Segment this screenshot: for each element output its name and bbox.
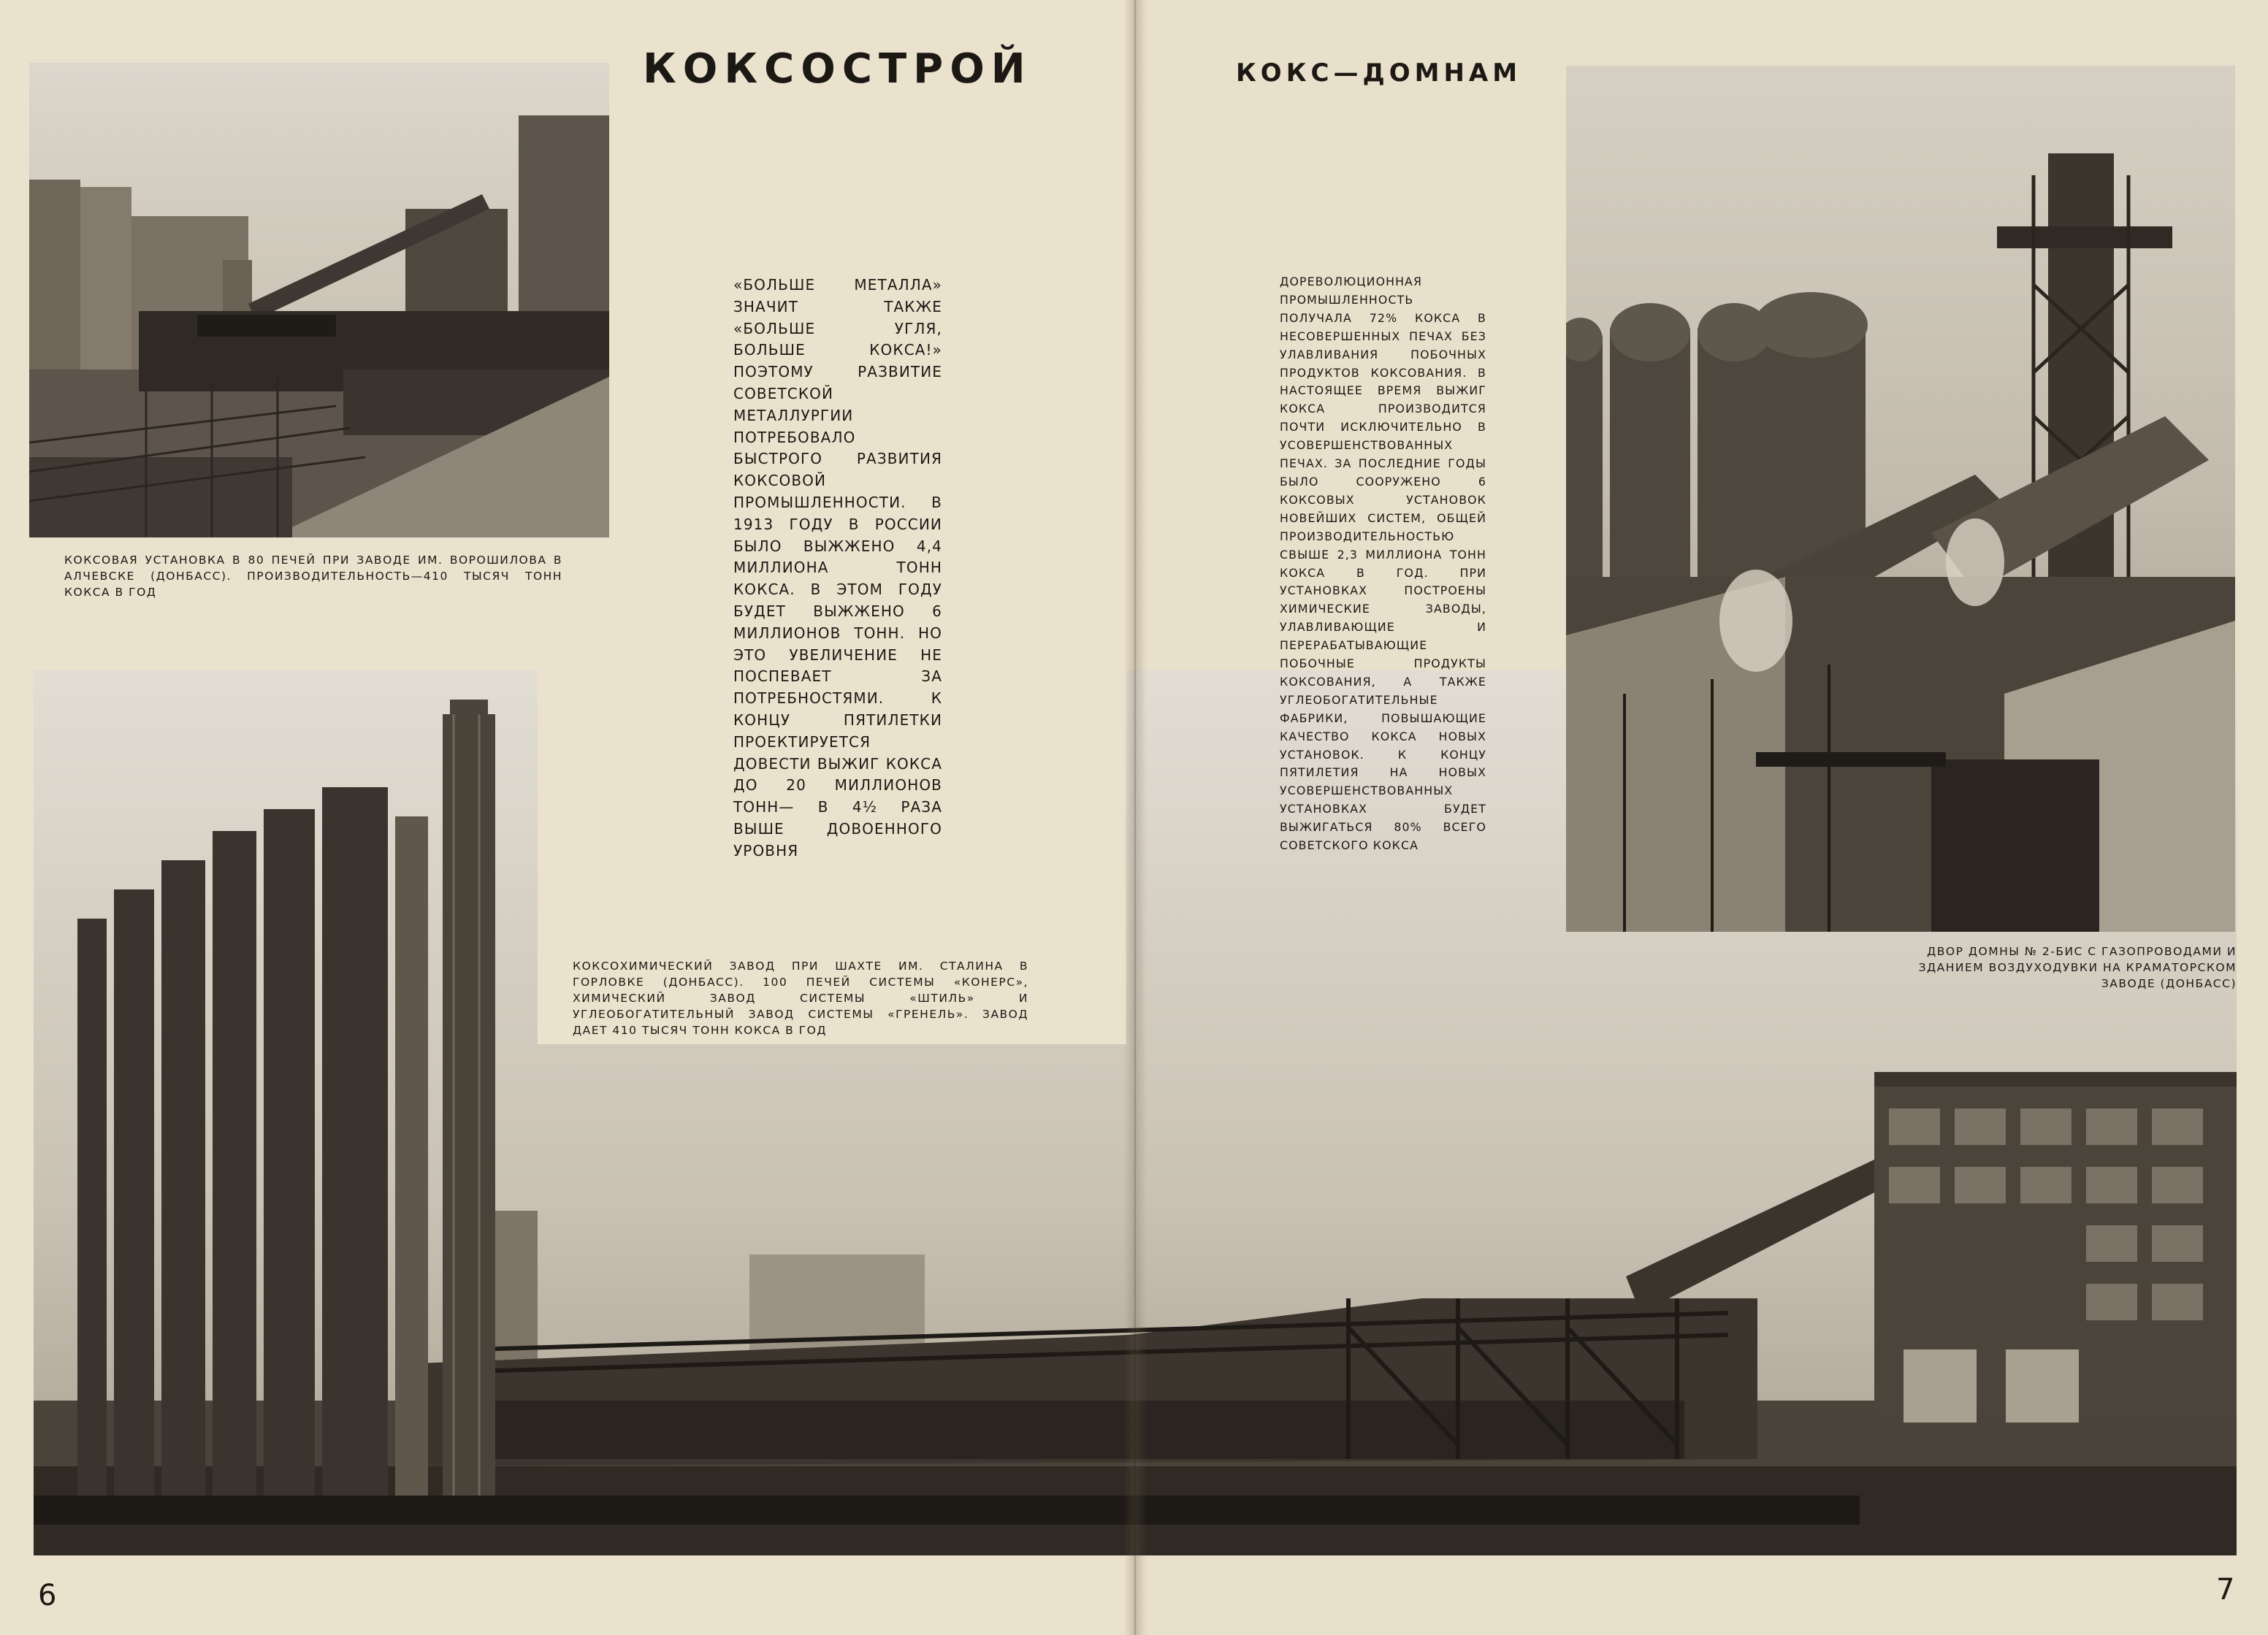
article-column-left: «БОЛЬШЕ МЕТАЛЛА» ЗНАЧИТ ТАКЖЕ «БОЛЬШЕ УГЛЯ, БОЛЬШЕ КОКСА!» ПОЭТОМУ РАЗВИТИЕ СОВЕТСКОЙ МЕТАЛЛУРГИИ ПОТРЕБОВАЛО БЫСТРОГО РАЗВИТИЯ КОКСОВОЙ ПРОМЫШЛЕННОСТИ. В 1913 ГОДУ В РОССИИ БЫЛО ВЫЖЖЕНО 4,4 МИЛЛИОНА ТОНН КОКСА. В ЭТОМ ГОДУ БУДЕТ ВЫЖЖЕНО 6 МИЛЛИОНОВ ТОНН. НО ЭТО УВЕЛИЧЕНИЕ НЕ ПОСПЕВАЕТ ЗА ПОТРЕБНОСТЯМИ. К КОНЦУ ПЯТИЛЕТКИ ПРОЕКТИРУЕТСЯ ДОВЕСТИ ВЫЖИГ КОКСА ДО 20 МИЛЛИОНОВ ТОНН— В 4½ РАЗА ВЫШЕ ДОВОЕННОГО УРОВНЯ [733, 276, 942, 859]
page-title-koks-domnam: КОКС—ДОМНАМ [1236, 58, 1522, 88]
page-number-left: 6 [38, 1579, 57, 1612]
page-number-right: 7 [2216, 1573, 2235, 1607]
caption-blast-furnace: ДВОР ДОМНЫ № 2-БИС С ГАЗОПРОВОДАМИ И ЗДАНИЕМ ВОЗДУХОДУВКИ НА КРАМАТОРСКОМ ЗАВОДЕ (ДОНБАСС) [1918, 945, 2237, 990]
coke-plant-photo [29, 63, 609, 537]
caption-coke-plant: КОКСОВАЯ УСТАНОВКА В 80 ПЕЧЕЙ ПРИ ЗАВОДЕ ИМ. ВОРОШИЛОВА В АЛЧЕВСКЕ (ДОНБАСС). ПРОИЗВОДИТЕЛЬНОСТЬ—410 ТЫСЯЧ ТОНН КОКСА В ГОД [64, 554, 562, 599]
blast-furnace-photo [1566, 66, 2235, 932]
caption-coke-chemical-plant: КОКСОХИМИЧЕСКИЙ ЗАВОД ПРИ ШАХТЕ ИМ. СТАЛИНА В ГОРЛОВКЕ (ДОНБАСС). 100 ПЕЧЕЙ СИСТЕМЫ «КОНЕРС», ХИМИЧЕСКИЙ ЗАВОД СИСТЕМЫ «ШТИЛЬ» И УГЛЕОБОГАТИТЕЛЬНЫЙ ЗАВОД СИСТЕМЫ «ГРЕНЕЛЬ». ЗАВОД ДАЕТ 410 ТЫСЯЧ ТОНН КОКСА В ГОД [573, 960, 1028, 1037]
page-title-koksostroi: КОКСОСТРОЙ [643, 45, 1032, 93]
spine-fold [1123, 0, 1147, 1635]
article-column-right: ДОРЕВОЛЮЦИОННАЯ ПРОМЫШЛЕННОСТЬ ПОЛУЧАЛА 72% КОКСА В НЕСОВЕРШЕННЫХ ПЕЧАХ БЕЗ УЛАВЛИВАНИЯ ПОБОЧНЫХ ПРОДУКТОВ КОКСОВАНИЯ. В НАСТОЯЩЕЕ ВРЕМЯ ВЫЖИГ КОКСА ПРОИЗВОДИТСЯ ПОЧТИ ИСКЛЮЧИТЕЛЬНО В УСОВЕРШЕНСТВОВАННЫХ ПЕЧАХ. ЗА ПОСЛЕДНИЕ ГОДЫ БЫЛО СООРУЖЕНО 6 КОКСОВЫХ УСТАНОВОК НОВЕЙШИХ СИСТЕМ, ОБЩЕЙ ПРОИЗВОДИТЕЛЬНОСТЬЮ СВЫШЕ 2,3 МИЛЛИОНА ТОНН КОКСА В ГОД. ПРИ УСТАНОВКАХ ПОСТРОЕНЫ ХИМИЧЕСКИЕ ЗАВОДЫ, УЛАВЛИВАЮЩИЕ И ПЕРЕРАБАТЫВАЮЩИЕ ПОБОЧНЫЕ ПРОДУКТЫ КОКСОВАНИЯ, А ТАКЖЕ УГЛЕОБОГАТИТЕЛЬНЫЕ ФАБРИКИ, ПОВЫШАЮЩИЕ КАЧЕСТВО КОКСА НОВЫХ УСТАНОВОК. К КОНЦУ ПЯТИЛЕТИЯ НА НОВЫХ УСОВЕРШЕНСТВОВАННЫХ УСТАНОВКАХ БУДЕТ ВЫЖИГАТЬСЯ 80% ВСЕГО СОВЕТСКОГО КОКСА [1280, 275, 1486, 853]
